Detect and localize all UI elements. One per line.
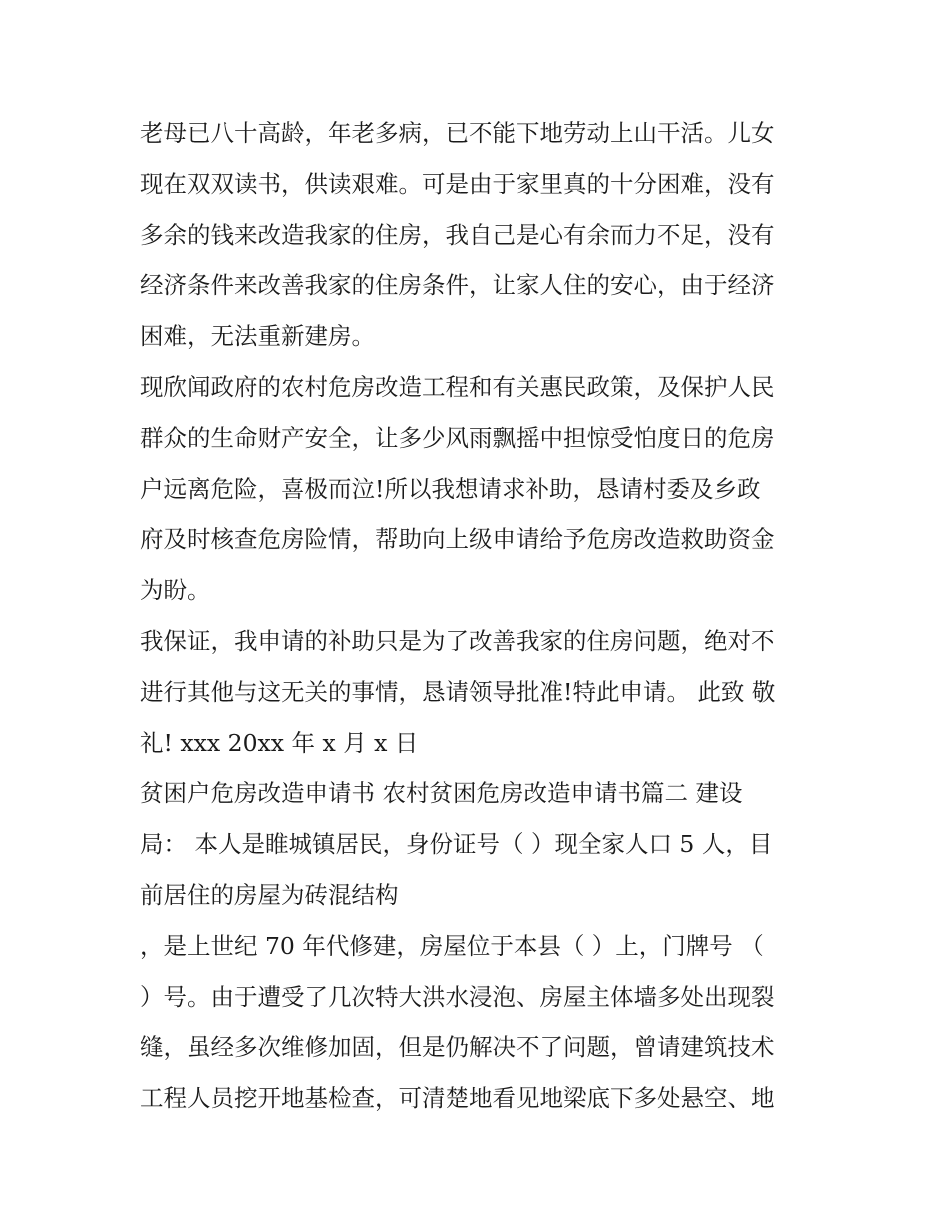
text-line: 现欣闻政府的农村危房改造工程和有关惠民政策，及保护人民 [140, 372, 775, 401]
text-line: 我保证，我申请的补助只是为了改善我家的住房问题，绝对不 [140, 626, 775, 655]
text-line: 缝，虽经多次维修加固，但是仍解决不了问题，曾请建筑技术 [140, 1033, 775, 1062]
text-line: 老母已八十高龄，年老多病，已不能下地劳动上山干活。儿女 [140, 119, 775, 147]
text-line: 经济条件来改善我家的住房条件，让家人住的安心，由于经济 [140, 271, 775, 300]
text-line: 困难，无法重新建房。 [140, 322, 375, 351]
text-line: ）号。由于遭受了几次特大洪水浸泡、房屋主体墙多处出现裂 [140, 982, 775, 1011]
text-line: 为盼。 [140, 576, 211, 605]
document-body [140, 108, 830, 1124]
text-line: 工程人员挖开地基检查，可清楚地看见地梁底下多处悬空、地 [140, 1084, 775, 1113]
text-line: 多余的钱来改造我家的住房，我自己是心有余而力不足，没有 [140, 220, 775, 249]
text-line: 贫困户危房改造申请书 农村贫困危房改造申请书篇二 建设 [140, 779, 743, 808]
text-line: ，是上世纪 70 年代修建，房屋位于本县（ ）上，门牌号 （ [140, 931, 764, 960]
text-line: 群众的生命财产安全，让多少风雨飘摇中担惊受怕度日的危房 [140, 423, 775, 452]
text-line: 前居住的房屋为砖混结构 [140, 880, 399, 909]
text-line: 户远离危险，喜极而泣!所以我想请求补助，恳请村委及乡政 [140, 474, 761, 503]
text-line: 现在双双读书，供读艰难。可是由于家里真的十分困难，没有 [140, 169, 775, 198]
text-line: 府及时核查危房险情，帮助向上级申请给予危房改造救助资金 [140, 525, 775, 554]
text-line: 进行其他与这无关的事情，恳请领导批准!特此申请。 此致 敬 [140, 677, 776, 706]
text-line: 局： 本人是睢城镇居民，身份证号（ ）现全家人口 5 人，目 [140, 830, 773, 859]
text-line: 礼! xxx 20xx 年 x 月 x 日 [140, 728, 419, 757]
